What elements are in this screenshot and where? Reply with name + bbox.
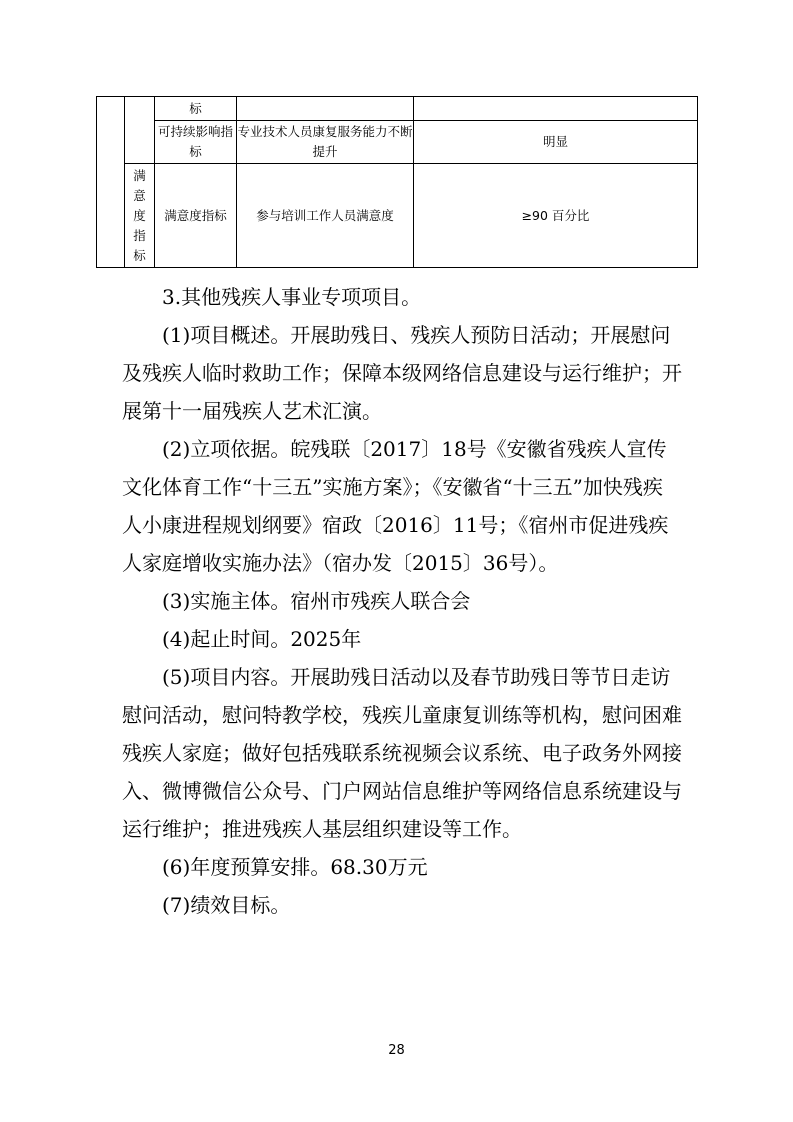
page-number: 28 bbox=[388, 1043, 405, 1058]
paragraph: 3.其他残疾人事业专项项目。 bbox=[162, 285, 422, 309]
table-cell: 可持续影响指标 bbox=[155, 121, 237, 164]
paragraph: (4)起止时间。2025年 bbox=[162, 627, 362, 651]
table-cell: 满意度指标 bbox=[155, 164, 237, 268]
table-cell bbox=[237, 97, 414, 121]
body-text bbox=[122, 278, 682, 924]
table-cell bbox=[125, 97, 155, 164]
table-row bbox=[97, 97, 698, 121]
paragraph: (1)项目概述。开展助残日、残疾人预防日活动；开展慰问及残疾人临时救助工作；保障本级网络信息建设与运行维护；开展第十一届残疾人艺术汇演。 bbox=[122, 323, 682, 423]
table-cell-vertical: 满 意 度 指 标 bbox=[125, 164, 155, 268]
table-cell bbox=[414, 97, 698, 121]
paragraph: (3)实施主体。宿州市残疾人联合会 bbox=[162, 589, 471, 613]
paragraph: (6)年度预算安排。68.30万元 bbox=[162, 855, 428, 879]
paragraph: (7)绩效目标。 bbox=[162, 893, 291, 917]
paragraph: (2)立项依据。皖残联〔2017〕18号《安徽省残疾人宣传文化体育工作“十三五”实施方案》；《安徽省“十三五”加快残疾人小康进程规划纲要》宿政〔2016〕11号；《宿州市促进残疾人家庭增收实施办法》（宿办发〔2015〕36号）。 bbox=[122, 437, 669, 575]
table-cell-blank bbox=[97, 97, 125, 268]
paragraph: (5)项目内容。开展助残日活动以及春节助残日等节日走访慰问活动，慰问特教学校，残疾儿童康复训练等机构，慰问困难残疾人家庭；做好包括残联系统视频会议系统、电子政务外网接入、微博微信公众号、门户网站信息维护等网络信息系统建设与运行维护；推进残疾人基层组织建设等工作。 bbox=[122, 665, 682, 841]
table-cell: 明显 bbox=[414, 121, 698, 164]
table-cell: 参与培训工作人员满意度 bbox=[237, 164, 414, 268]
performance-table bbox=[96, 96, 698, 268]
table-cell: 专业技术人员康复服务能力不断提升 bbox=[237, 121, 414, 164]
table-cell: 标 bbox=[155, 97, 237, 121]
table-cell: ≥90 百分比 bbox=[414, 164, 698, 268]
table-row bbox=[97, 164, 698, 268]
table-row bbox=[97, 121, 698, 164]
